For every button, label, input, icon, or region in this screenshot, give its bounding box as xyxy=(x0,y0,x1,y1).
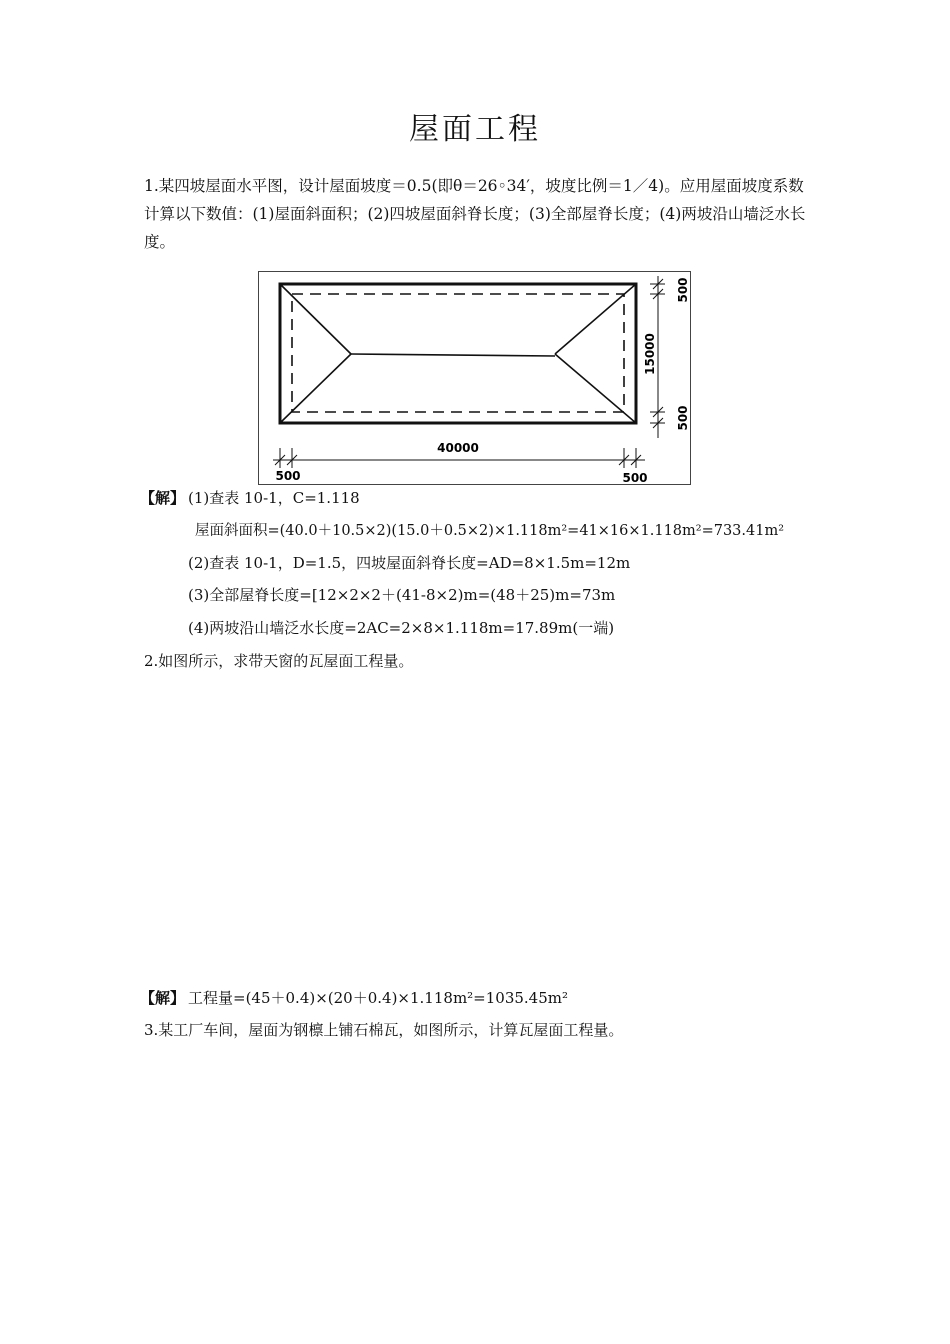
solution-1-step-4: (4)两坡沿山墙泛水长度=2AC=2×8×1.118m=17.89m(一端) xyxy=(188,619,615,637)
roof-plan-drawing xyxy=(259,272,692,486)
page-title: 屋面工程 xyxy=(409,112,541,147)
dim-left-label: 500 xyxy=(275,469,301,483)
solution-1-step-3: (3)全部屋脊长度=[12×2×2＋(41-8×2)m=(48＋25)m=73m xyxy=(188,586,616,604)
dim-middle-label: 15000 xyxy=(643,333,657,375)
wall-dashed-line xyxy=(292,294,624,412)
solution-1-label: 【解】 xyxy=(140,489,186,507)
question-2-text: 2.如图所示，求带天窗的瓦屋面工程量。 xyxy=(144,652,414,670)
question-3-text: 3.某工厂车间，屋面为钢檩上铺石棉瓦，如图所示，计算瓦屋面工程量。 xyxy=(144,1021,624,1039)
solution-1-area: 屋面斜面积=(40.0＋10.5×2)(15.0＋0.5×2)×1.118m²=41×16×1.118m²=733.41m² xyxy=(195,523,785,539)
dim-bottom-label: 500 xyxy=(676,405,690,431)
solution-1-step-1: (1)查表 10-1，C=1.118 xyxy=(188,489,360,507)
roof-plan-figure xyxy=(258,271,691,485)
roof-outline xyxy=(280,284,636,423)
dim-length-label: 40000 xyxy=(437,441,479,455)
dim-right-label: 500 xyxy=(622,471,648,485)
solution-1-step-2: (2)查表 10-1，D=1.5，四坡屋面斜脊长度=AD=8×1.5m=12m xyxy=(188,554,631,572)
solution-2-text: 工程量=(45＋0.4)×(20＋0.4)×1.118m²=1035.45m² xyxy=(188,989,569,1007)
question-1-text: 1.某四坡屋面水平图，设计屋面坡度＝0.5(即θ＝26◦34′，坡度比例＝1／4)。应用屋面坡度系数计算以下数值：(1)屋面斜面积；(2)四坡屋面斜脊长度；(3)全部屋脊长度；(4)两坡沿山墙泛水长度。 xyxy=(144,177,806,251)
solution-2-label: 【解】 xyxy=(140,989,186,1007)
main-ridge xyxy=(351,354,555,356)
dim-top-label: 500 xyxy=(676,277,690,303)
